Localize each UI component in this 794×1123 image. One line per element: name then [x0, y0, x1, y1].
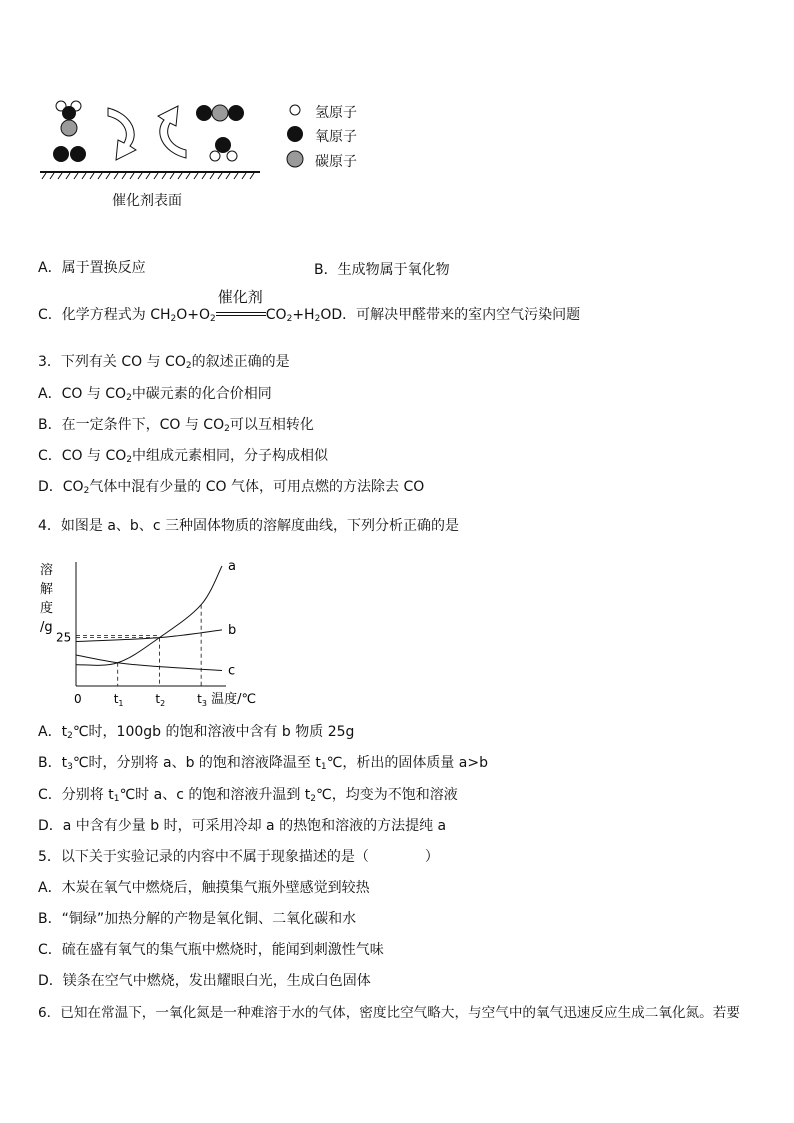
curve-label-b: b: [228, 622, 237, 638]
y-label-char: 解: [40, 582, 54, 597]
legend-hydrogen-label: 氢原子: [315, 105, 357, 121]
q3-stem: 3．下列有关 CO 与 $CO_2$的叙述正确的是: [38, 354, 290, 371]
oxygen-atom: [215, 137, 231, 153]
x-tick-t1: $t_1$: [113, 692, 124, 708]
q4-option-d: D．a 中含有少量 b 时，可采用冷却 a 的热饱和溶液的方法提纯 a: [38, 818, 447, 834]
hydrogen-atom: [210, 151, 220, 161]
q5-option-c: C．硫在盛有氧气的集气瓶中燃烧时，能闻到刺激性气味: [38, 942, 384, 958]
curves: [76, 559, 236, 679]
legend-carbon-label: 碳原子: [315, 154, 357, 170]
y-axis-label: [40, 562, 53, 635]
y-label-char: /g: [40, 620, 53, 635]
q3-option-a: A．CO 与 $CO_2$中碳元素的化合价相同: [38, 386, 272, 403]
x-axis-label: 温度/℃: [211, 692, 257, 707]
q3-option-b: B．在一定条件下，CO 与 $CO_2$可以互相转化: [38, 417, 314, 434]
q4-option-a: A．$t_2℃$时，100gb 的饱和溶液中含有 b 物质 25g: [38, 724, 355, 741]
hydrogen-legend-icon: [290, 105, 300, 115]
q6-stem: 6．已知在常温下，一氧化氮是一种难溶于水的气体，密度比空气略大，与空气中的氧气迅速反应生成二氧化氮。若要: [38, 1005, 740, 1021]
oxygen-atom: [70, 146, 86, 162]
hydrogen-atom: [227, 151, 237, 161]
y-label-char: 溶: [40, 563, 54, 578]
curve-a: [76, 566, 222, 665]
curve-label-a: a: [228, 559, 236, 574]
carbon-atom: [212, 105, 228, 121]
legend-oxygen-label: 氧原子: [315, 129, 357, 145]
q5-option-b: B．“铜绿”加热分解的产物是氧化铜、二氧化碳和水: [38, 911, 357, 927]
curved-arrow-left: [158, 106, 186, 158]
surface-hatching: [42, 173, 254, 179]
figure-caption: 催化剂表面: [112, 193, 182, 209]
oxygen-atom: [62, 106, 76, 120]
q3-option-d: D．$CO_2$气体中混有少量的 CO 气体，可用点燃的方法除去 CO: [38, 479, 425, 496]
y-label-char: 度: [40, 601, 54, 616]
curve-label-c: c: [228, 663, 236, 679]
q4-option-c: C．分别将 $t_1℃$时 a、c 的饱和溶液升温到 $t_2℃$，均变为不饱和溶液: [38, 787, 458, 804]
q4-option-b: B．$t_3℃$时，分别将 a、b 的饱和溶液降温至 $t_1℃$，析出的固体质量 a>b: [38, 755, 488, 772]
guide-lines: [76, 605, 201, 686]
oxygen-atom: [196, 105, 212, 121]
q5-option-a: A．木炭在氧气中燃烧后，触摸集气瓶外壁感觉到较热: [38, 880, 370, 896]
oxygen-legend-icon: [287, 126, 303, 142]
q5-stem: 5．以下关于实验记录的内容中不属于现象描述的是（ ）: [38, 849, 439, 865]
oxygen-atom: [53, 146, 69, 162]
y-tick-25: 25: [56, 630, 72, 645]
x-tick-t2: $t_2$: [155, 692, 166, 708]
axis-text: [56, 631, 256, 708]
curve-c: [76, 655, 222, 670]
q2-option-c: C．化学方程式为 $CH_2O+O_2$ 催化剂 $CO_2+H_2OD$．可解决甲醛带来的室内空气污染问题: [38, 288, 581, 324]
origin-label: 0: [74, 692, 82, 706]
catalyst-condition: 催化剂: [216, 306, 266, 324]
q3-option-c: C．CO 与 $CO_2$中组成元素相同，分子构成相似: [38, 448, 328, 465]
legend-markers: [284, 100, 306, 170]
q2-option-b: B．生成物属于氧化物: [314, 262, 450, 278]
oxygen-atom: [228, 105, 244, 121]
carbon-atom: [61, 120, 77, 136]
solubility-chart: [36, 556, 257, 710]
x-tick-t3: $t_3$: [197, 692, 207, 708]
q4-stem: 4．如图是 a、b、c 三种固体物质的溶解度曲线，下列分析正确的是: [38, 518, 459, 534]
q5-option-d: D．镁条在空气中燃烧，发出耀眼白光，生成白色固体: [38, 973, 371, 989]
catalyst-diagram: [36, 90, 276, 180]
q2-option-a: A．属于置换反应: [38, 260, 146, 276]
curved-arrow-right: [108, 108, 136, 160]
carbon-legend-icon: [287, 151, 303, 167]
